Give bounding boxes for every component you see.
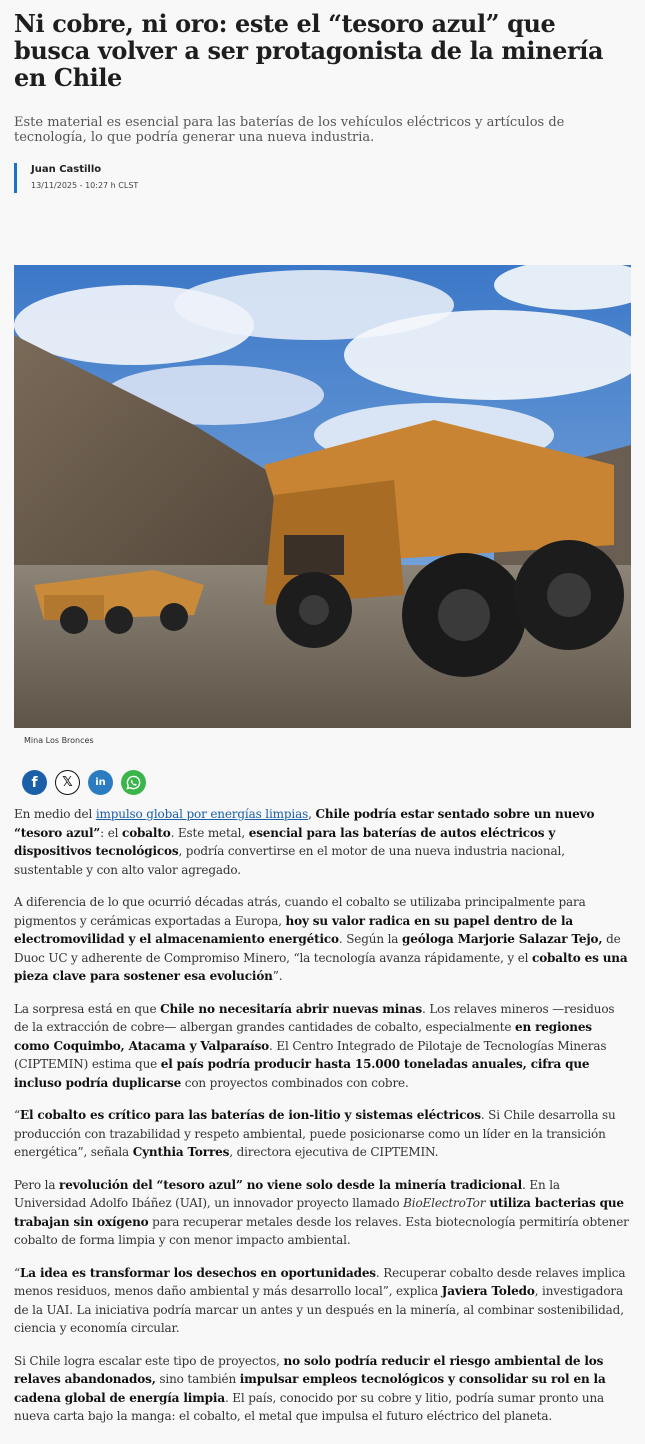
paragraph-4: “El cobalto es crítico para las baterías de ion-litio y sistemas eléctricos. Si Chile desarrolla su producción con trazabilidad y respeto ambiental, puede posicionarse como un líder en la transición energética”, señala Cynthia Torres, directora ejecutiva de CIPTEMIN.: [14, 1108, 616, 1159]
article-body: [14, 805, 631, 1426]
paragraph-5: Pero la revolución del “tesoro azul” no viene solo desde la minería tradicional. En la Universidad Adolfo Ibáñez (UAI), un innovador proyecto llamado BioElectroTor utiliza bacterias que trabajan sin oxígeno para recuperar metales desde los relaves. Esta biotecnología permitiría obtener cobalto de forma limpia y con menor impacto ambiental.: [14, 1177, 629, 1247]
byline: [14, 163, 631, 193]
image-caption: Mina Los Bronces: [24, 736, 94, 745]
share-buttons: [22, 770, 631, 795]
author-name[interactable]: Juan Castillo: [31, 164, 102, 175]
hero-image: [14, 265, 631, 728]
paragraph-3: La sorpresa está en que Chile no necesitaría abrir nuevas minas. Los relaves mineros —residuos de la extracción de cobre— albergan grandes cantidades de cobalto, especialmente en regiones como Coquimbo, Atacama y Valparaíso. El Centro Integrado de Pilotaje de Tecnologías Mineras (CIPTEMIN) estima que el país podría producir hasta 15.000 toneladas anuales, cifra que incluso podría duplicarse con proyectos combinados con cobre.: [14, 1001, 615, 1090]
linkedin-icon[interactable]: in: [88, 770, 113, 795]
paragraph-6: “La idea es transformar los desechos en oportunidades. Recuperar cobalto desde relaves implica menos residuos, menos daño ambiental y más desarrollo local”, explica Javiera Toledo, investigadora de la UAI. La iniciativa podría marcar un antes y un después en la minería, al combinar sostenibilidad, ciencia y economía circular.: [14, 1265, 626, 1335]
paragraph-7: Si Chile logra escalar este tipo de proyectos, no solo podría reducir el riesgo ambiental de los relaves abandonados, sino también impulsar empleos tecnológicos y consolidar su rol en la cadena global de energía limpia. El país, conocido por su cobre y litio, podría sumar pronto una nueva carta bajo la manga: el cobalto, el metal que impulsa el futuro eléctrico del planeta.: [14, 1353, 606, 1423]
whatsapp-icon[interactable]: [121, 770, 146, 795]
article-headline: Ni cobre, ni oro: este el “tesoro azul” que busca volver a ser protagonista de la minería en Chile: [14, 9, 604, 92]
publish-date: 13/11/2025 - 10:27 h CLST: [31, 181, 139, 190]
mine-trucks-photo: [14, 265, 631, 728]
energy-link[interactable]: impulso global por energías limpias: [95, 807, 309, 821]
paragraph-1: En medio del impulso global por energías limpias, Chile podría estar sentado sobre un nuevo “tesoro azul”: el cobalto. Este metal, esencial para las baterías de autos eléctricos y dispositivos tecnológicos, podría convertirse en el motor de una nueva industria nacional, sustentable y con alto valor agregado.: [14, 807, 595, 877]
article-dek: Este material es esencial para las baterías de los vehículos eléctricos y artículos de tecnología, lo que podría generar una nueva industria.: [14, 115, 565, 145]
x-icon[interactable]: 𝕏: [55, 770, 80, 795]
facebook-icon[interactable]: f: [22, 770, 47, 795]
paragraph-2: A diferencia de lo que ocurrió décadas atrás, cuando el cobalto se utilizaba principalmente para pigmentos y cerámicas exportadas a Europa, hoy su valor radica en su papel dentro de la electromovilidad y el almacenamiento energético. Según la geóloga Marjorie Salazar Tejo, de Duoc UC y adherente de Compromiso Minero, “la tecnología avanza rápidamente, y el cobalto es una pieza clave para sostener esa evolución”.: [14, 895, 628, 983]
